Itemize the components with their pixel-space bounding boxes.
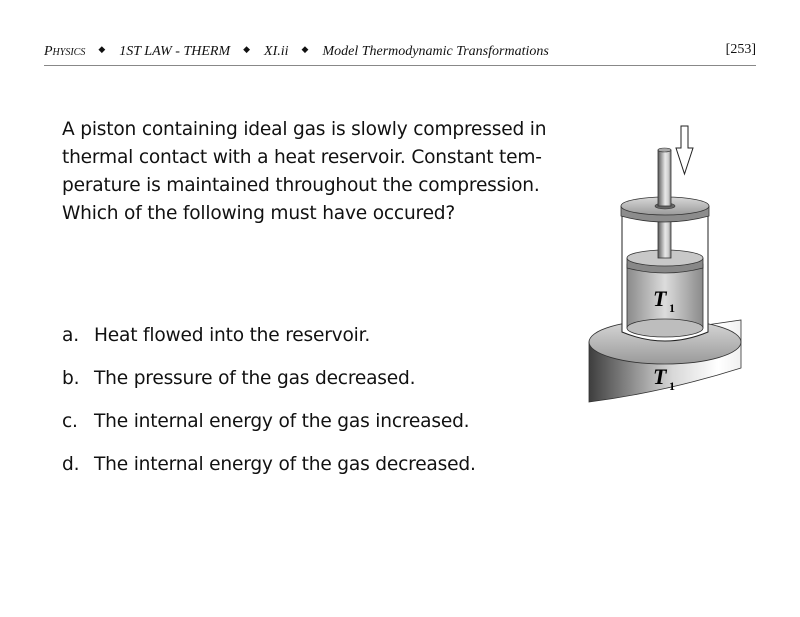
option-text: The pressure of the gas decreased.: [94, 368, 416, 389]
question-line: thermal contact with a heat reservoir. Constant tem-: [62, 147, 542, 168]
breadcrumb-subject: Physics: [44, 44, 86, 59]
option-letter: b.: [62, 368, 80, 389]
question-text: [62, 116, 582, 228]
option-b[interactable]: [62, 365, 562, 408]
breadcrumb: [44, 44, 549, 60]
down-arrow-icon: [676, 126, 693, 174]
option-letter: d.: [62, 454, 80, 475]
gas-temperature-subscript: 1: [669, 301, 675, 315]
bullet-icon: ◆: [301, 44, 309, 54]
question-line: Which of the following must have occured?: [62, 203, 456, 224]
option-text: Heat flowed into the reservoir.: [94, 325, 371, 346]
reservoir-temperature-subscript: 1: [669, 379, 675, 393]
reservoir-temperature-label: T: [653, 364, 667, 389]
option-letter: c.: [62, 411, 78, 432]
question-line: perature is maintained throughout the compression.: [62, 175, 540, 196]
bullet-icon: ◆: [243, 44, 251, 54]
page-number: [253]: [725, 42, 756, 57]
piston-rod: [658, 218, 671, 258]
option-letter: a.: [62, 325, 79, 346]
option-c[interactable]: [62, 408, 562, 451]
piston-diagram: [585, 120, 765, 410]
option-text: The internal energy of the gas increased.: [94, 411, 470, 432]
breadcrumb-unit: 1ST LAW - THERM: [119, 44, 231, 59]
question-line: A piston containing ideal gas is slowly compressed in: [62, 119, 547, 140]
option-text: The internal energy of the gas decreased.: [94, 454, 476, 475]
header-divider: [44, 65, 756, 66]
option-d[interactable]: [62, 451, 562, 494]
gas-temperature-label: T: [653, 286, 667, 311]
page-header: [44, 40, 756, 64]
breadcrumb-topic: Model Thermodynamic Transformations: [322, 44, 549, 59]
breadcrumb-section: XI.ii: [264, 44, 289, 59]
answer-options: [62, 322, 562, 494]
option-a[interactable]: [62, 322, 562, 365]
bullet-icon: ◆: [98, 44, 106, 54]
